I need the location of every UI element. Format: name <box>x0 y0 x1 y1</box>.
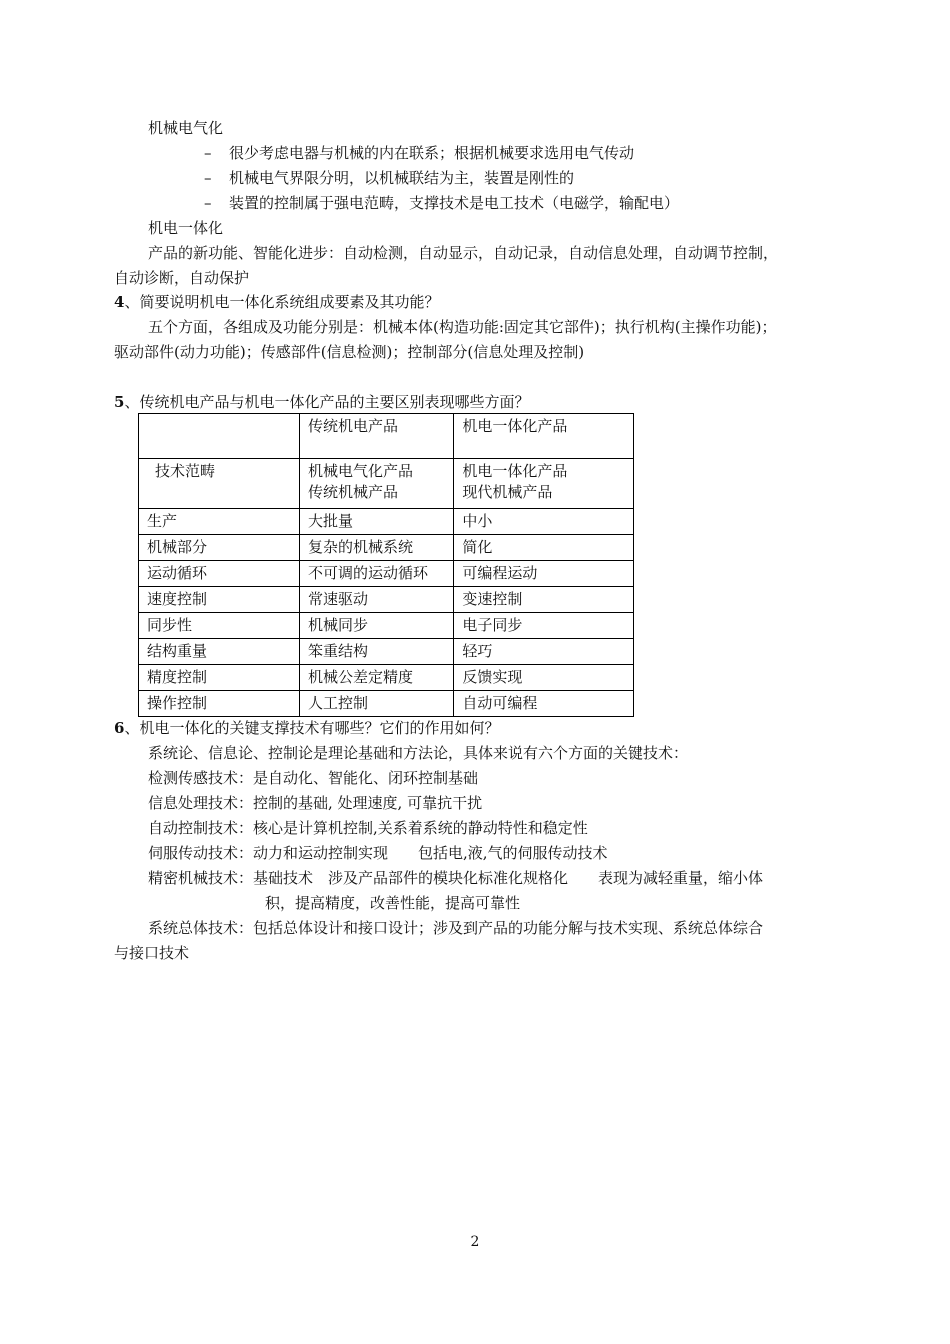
table-row <box>139 587 634 613</box>
table-cell: 常速驱动 <box>300 587 454 613</box>
table-cell: 中小 <box>454 509 634 535</box>
table-cell: 生产 <box>139 509 300 535</box>
table-row <box>139 691 634 717</box>
table-cell: 机械同步 <box>300 613 454 639</box>
table-cell: 电子同步 <box>454 613 634 639</box>
table-header-mechatronic: 机电一体化产品 <box>454 414 634 459</box>
answer-intro: 系统论、信息论、控制论是理论基础和方法论，具体来说有六个方面的关键技术： <box>148 744 689 762</box>
question-5 <box>114 392 529 412</box>
question-6 <box>114 718 499 738</box>
table-cell: 变速控制 <box>454 587 634 613</box>
table-cell: 复杂的机械系统 <box>300 535 454 561</box>
question-number: 5 <box>114 393 125 411</box>
tech-item: 自动控制技术：核心是计算机控制,关系着系统的静动特性和稳定性 <box>148 819 588 837</box>
table-cell: 人工控制 <box>300 691 454 717</box>
bullet-item: 装置的控制属于强电范畴，支撑技术是电工技术（电磁学，输配电） <box>229 194 680 212</box>
table-cell: 笨重结构 <box>300 639 454 665</box>
page-number: 2 <box>470 1234 480 1250</box>
table-row <box>139 665 634 691</box>
table-row <box>139 639 634 665</box>
answer-line: 驱动部件(动力功能)；传感部件(信息检测)；控制部分(信息处理及控制) <box>114 343 585 361</box>
table-cell: 机械部分 <box>139 535 300 561</box>
table-cell: 大批量 <box>300 509 454 535</box>
table-cell: 机械公差定精度 <box>300 665 454 691</box>
table-cell: 操作控制 <box>139 691 300 717</box>
table-cell <box>139 414 300 459</box>
heading-mech-electrification: 机械电气化 <box>148 119 224 137</box>
tech-item-system-cont: 与接口技术 <box>114 944 190 962</box>
table-cell: 运动循环 <box>139 561 300 587</box>
table-cell: 精度控制 <box>139 665 300 691</box>
paragraph-line: 自动诊断，自动保护 <box>114 269 250 287</box>
table-row-tech-scope <box>139 459 634 509</box>
heading-mechatronics: 机电一体化 <box>148 219 224 237</box>
table-row <box>139 613 634 639</box>
tech-item: 检测传感技术：是自动化、智能化、闭环控制基础 <box>148 769 479 787</box>
table-cell: 可编程运动 <box>454 561 634 587</box>
table-cell: 不可调的运动循环 <box>300 561 454 587</box>
tech-item: 伺服传动技术：动力和运动控制实现 包括电,液,气的伺服传动技术 <box>148 844 608 862</box>
bullet-item: 很少考虑电器与机械的内在联系；根据机械要求选用电气传动 <box>229 144 635 162</box>
tech-item-precision: 精密机械技术：基础技术 涉及产品部件的模块化标准化规格化 表现为减轻重量，缩小体 <box>148 869 764 887</box>
table-cell: 轻巧 <box>454 639 634 665</box>
question-4 <box>114 292 439 312</box>
question-number: 4 <box>114 293 125 311</box>
cell-line: 现代机械产品 <box>462 483 553 501</box>
question-title: 、简要说明机电一体化系统组成要素及其功能？ <box>124 293 440 311</box>
bullet-marker: – <box>204 169 212 187</box>
table-cell: 反馈实现 <box>454 665 634 691</box>
table-cell: 自动可编程 <box>454 691 634 717</box>
comparison-table <box>138 413 634 717</box>
bullet-item: 机械电气界限分明，以机械联结为主，装置是刚性的 <box>229 169 575 187</box>
table-cell: 技术范畴 <box>139 459 300 509</box>
table-header-traditional: 传统机电产品 <box>300 414 454 459</box>
tech-item: 信息处理技术：控制的基础, 处理速度, 可靠抗干扰 <box>148 794 483 812</box>
table-row <box>139 561 634 587</box>
table-cell: 结构重量 <box>139 639 300 665</box>
tech-item-system: 系统总体技术：包括总体设计和接口设计；涉及到产品的功能分解与技术实现、系统总体综合 <box>148 919 764 937</box>
question-title: 、传统机电产品与机电一体化产品的主要区别表现哪些方面？ <box>124 393 530 411</box>
table-row <box>139 535 634 561</box>
table-header-row <box>139 414 634 459</box>
cell-line: 传统机械产品 <box>308 483 399 501</box>
table-row <box>139 509 634 535</box>
bullet-marker: – <box>204 194 212 212</box>
table-cell <box>454 459 634 509</box>
question-number: 6 <box>114 719 125 737</box>
tech-item-precision-cont: 积，提高精度，改善性能，提高可靠性 <box>265 894 521 912</box>
question-title: 、机电一体化的关键支撑技术有哪些？它们的作用如何？ <box>124 719 500 737</box>
table-cell: 简化 <box>454 535 634 561</box>
paragraph-line: 产品的新功能、智能化进步：自动检测，自动显示，自动记录，自动信息处理，自动调节控制， <box>148 244 779 262</box>
table-cell <box>300 459 454 509</box>
cell-line: 机械电气化产品 <box>308 462 414 480</box>
bullet-marker: – <box>204 144 212 162</box>
table-cell: 速度控制 <box>139 587 300 613</box>
cell-line: 机电一体化产品 <box>462 462 568 480</box>
table-cell: 同步性 <box>139 613 300 639</box>
answer-line: 五个方面，各组成及功能分别是：机械本体(构造功能:固定其它部件)；执行机构(主操作功能)； <box>148 318 777 336</box>
